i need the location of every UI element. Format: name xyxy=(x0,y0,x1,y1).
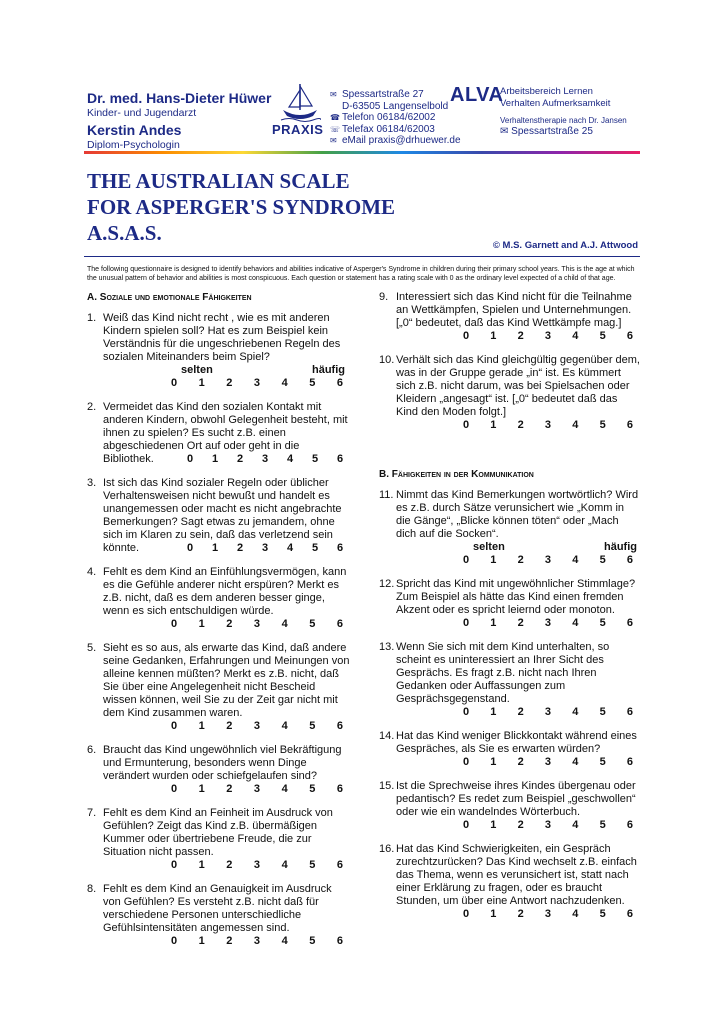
rating-scale[interactable] xyxy=(87,618,351,631)
scale-option[interactable]: 2 xyxy=(517,554,524,566)
scale-option[interactable]: 5 xyxy=(309,859,316,871)
rating-scale[interactable] xyxy=(87,783,351,796)
rating-scale[interactable] xyxy=(379,330,641,343)
contact-city: D-63505 Langenselbold xyxy=(342,100,449,112)
contact-email: ✉ eMail praxis@drhuewer.de xyxy=(330,135,461,147)
scale-option[interactable]: 4 xyxy=(281,859,288,871)
rating-scale[interactable] xyxy=(87,935,351,948)
scale-option[interactable]: 3 xyxy=(544,756,552,768)
scale-option[interactable]: 2 xyxy=(226,935,233,947)
question-11: 11. Nimmt das Kind Bemerkungen wortwörtlich? Wird es z.B. durch Sätze verunsichert wie „Komm in die Gänge“, „Blicke können töten“ oder „Mach dich auf die Socken“. selten häufig 0 1 2 3 4 5 6 xyxy=(379,489,641,567)
scale-option[interactable]: 0 xyxy=(462,419,470,431)
question-12: 12. Spricht das Kind mit ungewöhnlicher Stimmlage? Zum Beispiel als hätte das Kind einen fremden Akzent oder es spricht leiernd oder monoton. 0 1 2 3 4 5 6 xyxy=(379,578,641,630)
question-13: 13. Wenn Sie sich mit dem Kind unterhalten, so scheint es uninteressiert an Ihrer Sicht des Gesprächs. Es fragt z.B. nicht nach Ihren Gedanken oder Auffassungen zum Gesprächsgegenstand. 0 1 2 3 4 5 6 xyxy=(379,641,641,719)
psychologist-name: Kerstin Andes xyxy=(87,122,182,138)
fax-icon: ☏ xyxy=(330,124,341,134)
rating-scale[interactable] xyxy=(87,377,351,390)
scale-option[interactable]: 6 xyxy=(626,819,634,831)
doctor-name: Dr. med. Hans-Dieter Hüwer xyxy=(87,90,272,106)
email-icon: ✉ xyxy=(330,136,337,146)
scale-option[interactable]: 4 xyxy=(281,783,288,795)
scale-option[interactable]: 1 xyxy=(198,618,205,630)
scale-option[interactable]: 5 xyxy=(599,706,606,718)
scale-option[interactable]: 3 xyxy=(544,617,552,629)
scale-option[interactable]: 5 xyxy=(311,542,319,554)
rating-scale[interactable] xyxy=(379,819,641,832)
scale-option[interactable]: 4 xyxy=(281,935,288,947)
contact-phone: ☎ Telefon 06184/62002 xyxy=(330,112,436,124)
rating-scale[interactable] xyxy=(379,756,641,769)
rating-scale[interactable] xyxy=(379,706,641,719)
scale-option[interactable]: 4 xyxy=(572,819,579,831)
scale-option[interactable]: 4 xyxy=(281,618,288,630)
phone-icon: ☎ xyxy=(330,113,340,123)
scale-option[interactable]: 2 xyxy=(226,618,233,630)
alva-logo: ALVA xyxy=(450,84,504,106)
scale-option[interactable]: 4 xyxy=(286,453,294,465)
contact-address: ✉ Spessartstraße 27 xyxy=(330,89,424,100)
scale-option[interactable]: 0 xyxy=(462,756,470,768)
scale-option[interactable]: 0 xyxy=(462,330,470,342)
scale-option[interactable]: 6 xyxy=(626,554,634,566)
title-divider xyxy=(84,256,640,257)
scale-option[interactable]: 2 xyxy=(226,783,233,795)
scale-option[interactable]: 2 xyxy=(517,419,524,431)
scale-option[interactable]: 6 xyxy=(336,935,343,947)
scale-option[interactable]: 5 xyxy=(309,618,316,630)
scale-option[interactable]: 2 xyxy=(517,706,524,718)
question-9: 9. Interessiert sich das Kind nicht für die Teilnahme an Wettkämpfen, Spielen und Unternehmungen. [„0“ bedeutet, daß das Kind Wettkämpfe mag.] 0 1 2 3 4 5 6 xyxy=(379,291,641,343)
scale-option[interactable]: 4 xyxy=(572,554,579,566)
scale-option[interactable]: 1 xyxy=(198,783,205,795)
scale-option[interactable]: 5 xyxy=(599,756,606,768)
scale-option[interactable]: 4 xyxy=(572,706,579,718)
question-16: 16. Hat das Kind Schwierigkeiten, ein Gespräch zurechtzurücken? Das Kind wechselt z.B. einfach das Thema, wenn es verunsichert ist, statt nach einer Erklärung zu fragen, oder es braucht Stunden, um über eine Antwort nachzudenken. 0 1 2 3 4 5 6 xyxy=(379,843,641,921)
scale-option[interactable]: 4 xyxy=(281,720,288,732)
scale-option[interactable]: 5 xyxy=(599,554,606,566)
scale-option[interactable]: 5 xyxy=(309,720,316,732)
rating-scale[interactable] xyxy=(379,617,641,630)
scale-option[interactable]: 6 xyxy=(336,542,344,554)
question-8: 8. Fehlt es dem Kind an Genauigkeit im Ausdruck von Gefühlen? Es versteht z.B. nicht daß für verschiedene Personen unterschiedliche Gefühlsintensitäten angemessen sind. 0 1 2 3 4 5 6 xyxy=(87,883,351,948)
scale-option[interactable]: 3 xyxy=(253,618,261,630)
question-2: 2. Vermeidet das Kind den sozialen Kontakt mit anderen Kindern, obwohl Gelegenheit besteht, mit ihnen zu spielen? Es sucht z.B. einen abgeschiedenen Ort auf oder geht in die Bibliothek. 0 1 2 3 4 5 6 xyxy=(87,401,351,466)
left-column xyxy=(87,291,351,948)
scale-option[interactable]: 1 xyxy=(211,453,219,465)
scale-option[interactable]: 4 xyxy=(572,908,579,920)
mail-icon: ✉ xyxy=(330,90,337,99)
scale-option[interactable]: 1 xyxy=(490,706,497,718)
scale-option[interactable]: 1 xyxy=(490,819,497,831)
scale-option[interactable]: 5 xyxy=(599,419,606,431)
section-a-title: A. Soziale und emotionale Fähigkeiten xyxy=(87,292,252,303)
scale-option[interactable]: 4 xyxy=(281,377,288,389)
question-1: 1. Weiß das Kind nicht recht , wie es mit anderen Kindern spielen soll? Hat es zum Beispiel kein Verständnis für die ungeschriebenen Regeln des sozialen Miteinanders beim Spiel? selten häufig 0 1 2 3 4 5 6 xyxy=(87,312,351,390)
alva-address: ✉ Spessartstraße 25 xyxy=(500,126,593,137)
scale-option[interactable]: 1 xyxy=(490,330,497,342)
scale-option[interactable]: 4 xyxy=(572,419,579,431)
scale-option[interactable]: 0 xyxy=(170,618,178,630)
scale-option[interactable]: 2 xyxy=(236,453,244,465)
doctor-title: Kinder- und Jugendarzt xyxy=(87,107,197,119)
scale-option[interactable]: 6 xyxy=(336,859,343,871)
question-4: 4. Fehlt es dem Kind an Einfühlungsvermögen, kann es die Gefühle anderer nicht erspüren? Merkt es z.B. nicht, daß es dem anderen besser ginge, wenn es sich entschuldigen würde. 0 1 2 3 4 5 6 xyxy=(87,566,351,631)
scale-option[interactable]: 3 xyxy=(253,720,261,732)
scale-option[interactable]: 0 xyxy=(170,935,178,947)
scale-option[interactable]: 4 xyxy=(572,756,579,768)
alva-note: Verhaltenstherapie nach Dr. Jansen xyxy=(500,116,627,125)
scale-option[interactable]: 2 xyxy=(517,617,524,629)
scale-option[interactable]: 3 xyxy=(544,706,552,718)
scale-option[interactable]: 3 xyxy=(253,377,261,389)
rating-scale[interactable] xyxy=(87,859,351,872)
scale-option[interactable]: 1 xyxy=(198,720,205,732)
scale-labels: selten häufig xyxy=(181,364,345,376)
scale-option[interactable]: 1 xyxy=(198,377,205,389)
scale-option[interactable]: 0 xyxy=(170,377,178,389)
authors-credit: © M.S. Garnett and A.J. Attwood xyxy=(492,240,638,251)
scale-option[interactable]: 6 xyxy=(336,377,343,389)
scale-option[interactable]: 6 xyxy=(336,720,343,732)
right-column xyxy=(379,291,641,921)
scale-option[interactable]: 1 xyxy=(490,419,497,431)
question-15: 15. Ist die Sprechweise ihres Kindes übergenau oder pedantisch? Es redet zum Beispiel „geschwollen“ oder wie ein wandelndes Wörterbuch. 0 1 2 3 4 5 6 xyxy=(379,780,641,832)
rating-scale[interactable] xyxy=(379,554,641,567)
scale-option[interactable]: 2 xyxy=(517,756,524,768)
scale-option[interactable]: 1 xyxy=(490,554,497,566)
scale-option[interactable]: 5 xyxy=(599,908,606,920)
scale-option[interactable]: 3 xyxy=(544,330,552,342)
question-6: 6. Braucht das Kind ungewöhnlich viel Bekräftigung und Ermunterung, besonders wenn Dinge verändert wurden oder schiefgelaufen sind? 0 1 2 3 4 5 6 xyxy=(87,744,351,796)
scale-option[interactable]: 3 xyxy=(544,419,552,431)
question-10: 10. Verhält sich das Kind gleichgültig gegenüber dem, was in der Gruppe gerade „in“ ist. Es kümmert sich z.B. nicht darum, was bei Spielsachen oder Kleidern „angesagt“ ist. [„0“ bedeutet daß das Kind den Moden folgt.] 0 1 2 3 4 5 6 xyxy=(379,354,640,431)
rating-scale[interactable] xyxy=(183,542,351,555)
praxis-label: PRAXIS xyxy=(272,122,324,137)
scale-option[interactable]: 3 xyxy=(261,453,269,465)
scale-option[interactable]: 6 xyxy=(336,618,343,630)
scale-option[interactable]: 0 xyxy=(462,706,470,718)
rainbow-divider xyxy=(84,151,640,154)
scale-option[interactable]: 6 xyxy=(336,783,343,795)
scale-option[interactable]: 2 xyxy=(517,908,524,920)
scale-option[interactable]: 1 xyxy=(490,908,497,920)
scale-option[interactable]: 4 xyxy=(572,330,579,342)
scale-option[interactable]: 3 xyxy=(253,935,261,947)
scale-labels: selten häufig xyxy=(473,541,637,553)
contact-fax: ☏ Telefax 06184/62003 xyxy=(330,123,435,135)
scale-option[interactable]: 3 xyxy=(544,819,552,831)
scale-option[interactable]: 6 xyxy=(336,453,344,465)
mail-icon: ✉ xyxy=(500,126,512,137)
scale-option[interactable]: 6 xyxy=(626,330,634,342)
scale-option[interactable]: 0 xyxy=(170,783,178,795)
scale-option[interactable]: 6 xyxy=(626,419,634,431)
scale-option[interactable]: 5 xyxy=(311,453,319,465)
scale-option[interactable]: 2 xyxy=(226,377,233,389)
question-7: 7. Fehlt es dem Kind an Feinheit im Ausdruck von Gefühlen? Zeigt das Kind z.B. übermäßigen Kummer oder übertriebene Freude, die zur Situation nicht passen. 0 1 2 3 4 5 6 xyxy=(87,807,351,872)
ship-logo-icon xyxy=(279,80,321,124)
scale-option[interactable]: 5 xyxy=(309,935,316,947)
scale-option[interactable]: 1 xyxy=(490,617,497,629)
scale-option[interactable]: 1 xyxy=(198,935,205,947)
intro-text: The following questionnaire is designed to identify behaviors and abilities indicative of Asperger's Syndrome in children during their primary school years. This is the age at which the unusual pattern of behavior and abilities is most conspicuous. Each question or statement has a rating scale with 0 as the ordinary level expected of a child of that age. xyxy=(87,266,635,283)
scale-option[interactable]: 4 xyxy=(572,617,579,629)
scale-option[interactable]: 0 xyxy=(462,617,470,629)
page-title: THE AUSTRALIAN SCALE FOR ASPERGER'S SYNDROME A.S.A.S. xyxy=(87,169,396,245)
scale-option[interactable]: 4 xyxy=(286,542,294,554)
scale-option[interactable]: 0 xyxy=(462,908,470,920)
rating-scale[interactable] xyxy=(183,453,351,466)
scale-option[interactable]: 3 xyxy=(253,783,261,795)
scale-option[interactable]: 3 xyxy=(544,908,552,920)
scale-option[interactable]: 0 xyxy=(186,453,194,465)
scale-option[interactable]: 2 xyxy=(236,542,244,554)
scale-option[interactable]: 5 xyxy=(599,617,606,629)
scale-option[interactable]: 5 xyxy=(309,377,316,389)
scale-option[interactable]: 0 xyxy=(170,720,178,732)
scale-option[interactable]: 6 xyxy=(626,617,634,629)
scale-option[interactable]: 6 xyxy=(626,908,634,920)
scale-option[interactable]: 1 xyxy=(490,756,497,768)
question-5: 5. Sieht es so aus, als erwarte das Kind, daß andere seine Gedanken, Erfahrungen und Meinungen von alleine kennen müßten? Merkt es z.B. nicht, daß Sie über eine Angelegenheit nicht Bescheid wissen können, weil Sie zu der Zeit gar nicht mit dem Kind zusammen waren. 0 1 2 3 4 5 6 xyxy=(87,642,350,732)
scale-option[interactable]: 0 xyxy=(462,819,470,831)
rating-scale[interactable] xyxy=(379,908,641,921)
scale-option[interactable]: 6 xyxy=(626,706,634,718)
scale-option[interactable]: 1 xyxy=(211,542,219,554)
scale-option[interactable]: 1 xyxy=(198,859,205,871)
section-b-title: B. Fähigkeiten in der Kommunikation xyxy=(379,469,534,480)
scale-option[interactable]: 5 xyxy=(599,330,606,342)
scale-option[interactable]: 0 xyxy=(186,542,194,554)
question-3: 3. Ist sich das Kind sozialer Regeln oder üblicher Verhaltensweisen nicht bewußt und handelt es unangemessen oder macht es nicht angebrachte Bemerkungen? Sagt etwas zu jemandem, ohne sich im Klaren zu sein, daß das verletzend sein könnte. 0 1 2 3 4 5 6 xyxy=(87,477,351,555)
scale-option[interactable]: 2 xyxy=(226,720,233,732)
scale-option[interactable]: 3 xyxy=(544,554,552,566)
contact-block xyxy=(330,89,461,147)
scale-option[interactable]: 2 xyxy=(517,819,524,831)
scale-option[interactable]: 5 xyxy=(309,783,316,795)
alva-description: Arbeitsbereich Lernen Verhalten Aufmerksamkeit xyxy=(500,86,611,109)
scale-option[interactable]: 5 xyxy=(599,819,606,831)
scale-option[interactable]: 6 xyxy=(626,756,634,768)
rating-scale[interactable] xyxy=(87,720,351,733)
psychologist-title: Diplom-Psychologin xyxy=(87,139,180,151)
scale-option[interactable]: 0 xyxy=(462,554,470,566)
scale-option[interactable]: 3 xyxy=(261,542,269,554)
scale-option[interactable]: 3 xyxy=(253,859,261,871)
scale-option[interactable]: 2 xyxy=(226,859,233,871)
rating-scale[interactable] xyxy=(379,419,641,432)
scale-option[interactable]: 0 xyxy=(170,859,178,871)
question-14: 14. Hat das Kind weniger Blickkontakt während eines Gespräches, als Sie es erwarten würden? 0 1 2 3 4 5 6 xyxy=(379,730,641,769)
scale-option[interactable]: 2 xyxy=(517,330,524,342)
